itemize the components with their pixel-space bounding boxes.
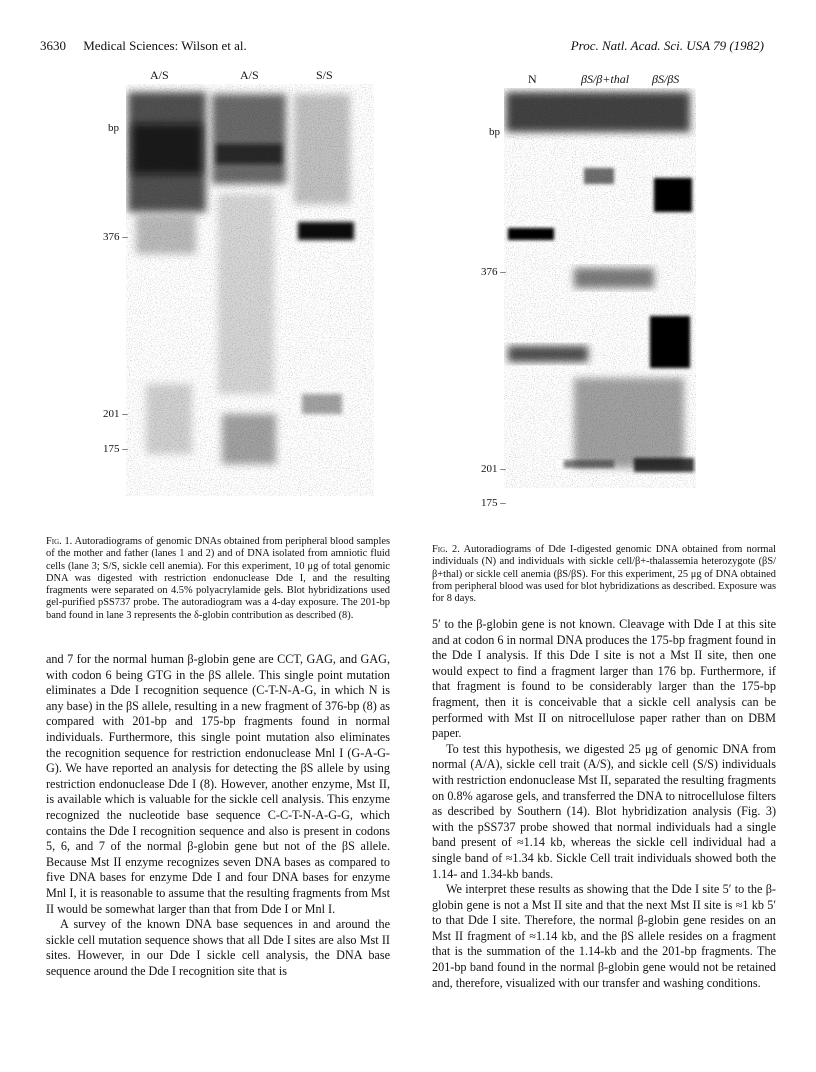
page-number: 3630	[40, 38, 66, 53]
body-right-column	[432, 617, 776, 991]
right-paragraph-3: We interpret these results as showing that the Dde I site 5′ to the β-globin gene is not a Mst II site and that the next Mst II site is ≈1 kb 5′ to that Dde I site. Therefore, the normal β-globin gene resides on an Mst II fragment of ≈1.14 kb, and the βS allele resides on a fragment that is the summation of the 1.14-kb and the 201-bp fragments. The 201-bp band found in the normal β-globin gene would not be retained and, therefore, visualized with our transfer and washing conditions.	[432, 882, 776, 990]
figure1-caption	[46, 536, 390, 622]
fig1-marker-201: 201 –	[103, 408, 128, 420]
body-left-column	[46, 652, 390, 979]
fig1-lane-label-1: A/S	[150, 68, 169, 82]
journal-citation: Proc. Natl. Acad. Sci. USA 79 (1982)	[570, 38, 764, 53]
fig1-lane-label-3: S/S	[316, 68, 333, 82]
fig2-marker-175: 175 –	[481, 497, 506, 509]
figure1-caption-text: Autoradiograms of genomic DNAs obtained from peripheral blood samples of the mother and father (lanes 1 and 2) and of DNA isolated from amniotic fluid cells (lane 3; S/S, sickle cell anemia). For this experiment, 10 μg of total genomic DNA was digested with restriction endonuclease Dde I, and the resulting fragments were separated on 4.5% polyacrylamide gels. Blot hybridizations used gel-purified pSS737 probe. The autoradiogram was a 4-day exposure. The 201-bp band found in lane 3 represents the δ-globin contribution as described (8).	[46, 536, 391, 621]
figure2-caption	[432, 544, 776, 605]
fig1-marker-175: 175 –	[103, 443, 128, 455]
figure1-caption-label: Fig. 1.	[46, 536, 73, 547]
section-authors: Medical Sciences: Wilson et al.	[83, 38, 247, 53]
fig2-lane-label-3: βS/βS	[652, 72, 680, 86]
left-paragraph-1: and 7 for the normal human β-globin gene are CCT, GAG, and GAG, with codon 6 being GTG in the βS allele. This single point mutation eliminates a Dde I recognition sequence (C-T-N-A-G, in which N is any base) in the βS allele, resulting in a new fragment of 376-bp (8) as compared with 201-bp and 175-bp fragments found in normal individuals. Furthermore, this single point mutation also eliminates the recognition sequence for restriction endonuclease Mnl I (G-A-G-G). We have reported an analysis for detecting the βS allele by using restriction endonuclease Dde I (8). However, another enzyme, Mst II, is available which is valuable for the sickle cell analysis. This enzyme recognized the nucleotide base sequence C-C-T-N-A-G-G, which contains the Dde I recognition sequence and also is present in codons 5, 6, and 7 of the normal β-globin gene but not of the βS allele. Because Mst II enzyme recognizes seven DNA bases as compared to five DNA bases for enzyme Dde I and four DNA bases for enzyme Mnl I, it is reasonable to assume that the resulting fragments from Mst II would be somewhat larger than that from Dde I or Mnl I.	[46, 652, 390, 916]
fig1-lane-label-2: A/S	[240, 68, 259, 82]
right-paragraph-1: 5′ to the β-globin gene is not known. Cleavage with Dde I at this site and at codon 6 in normal DNA produces the 175-bp fragment found in the Dde I analysis. If this Dde I site is not a Mst II site, then one would expect to find a fragment larger than 176 bp. Furthermore, if that fragment is found to be considerably larger than the 175-bp fragment, then it is conceivable that a sickle cell analysis can be performed with Mst II on nitrocellulose paper rather than on DBM paper.	[432, 617, 776, 741]
fig1-marker-376: 376 –	[103, 231, 128, 243]
figure2-caption-label: Fig. 2.	[432, 544, 460, 555]
fig1-marker-bp: bp	[108, 122, 119, 134]
running-header-left	[40, 38, 247, 54]
fig2-autoradiogram	[504, 88, 696, 488]
fig1-autoradiogram	[126, 84, 374, 496]
left-paragraph-2: A survey of the known DNA base sequences in and around the sickle cell mutation sequence shows that all Dde I sites are also Mst II sites. However, in our Dde I sickle cell analysis, the DNA base sequence around the Dde I recognition site that is	[46, 917, 390, 978]
fig2-marker-bp: bp	[489, 126, 500, 138]
fig2-lane-label-2: βS/β+thal	[581, 72, 630, 86]
fig2-lane-label-1: N	[528, 72, 537, 86]
figure2-caption-text: Autoradiograms of Dde I-digested genomic DNA obtained from normal individuals (N) and individuals with sickle cell/β+-thalassemia heterozygote (βS/β+thal) or sickle cell anemia (βS/βS). For this experiment, 25 μg of DNA obtained from peripheral blood was used for blot hybridizations as described. Exposure was for 8 days.	[432, 544, 776, 605]
fig2-marker-376: 376 –	[481, 266, 506, 278]
fig2-marker-201: 201 –	[481, 463, 506, 475]
right-paragraph-2: To test this hypothesis, we digested 25 μg of genomic DNA from normal (A/A), sickle cell trait (A/S), and sickle cell (S/S) individuals with restriction endonuclease Mst II, separated the resulting fragments on 0.8% agarose gels, and transferred the DNA to nitrocellulose filters as described by Southern (14). Blot hybridization analysis (Fig. 3) with the pSS737 probe showed that normal individuals had a single band present of ≈1.14 kb, whereas the sickle cell individual had a single band of ≈1.34 kb. Sickle Cell trait individuals showed both the 1.14- and 1.34-kb bands.	[432, 741, 776, 881]
